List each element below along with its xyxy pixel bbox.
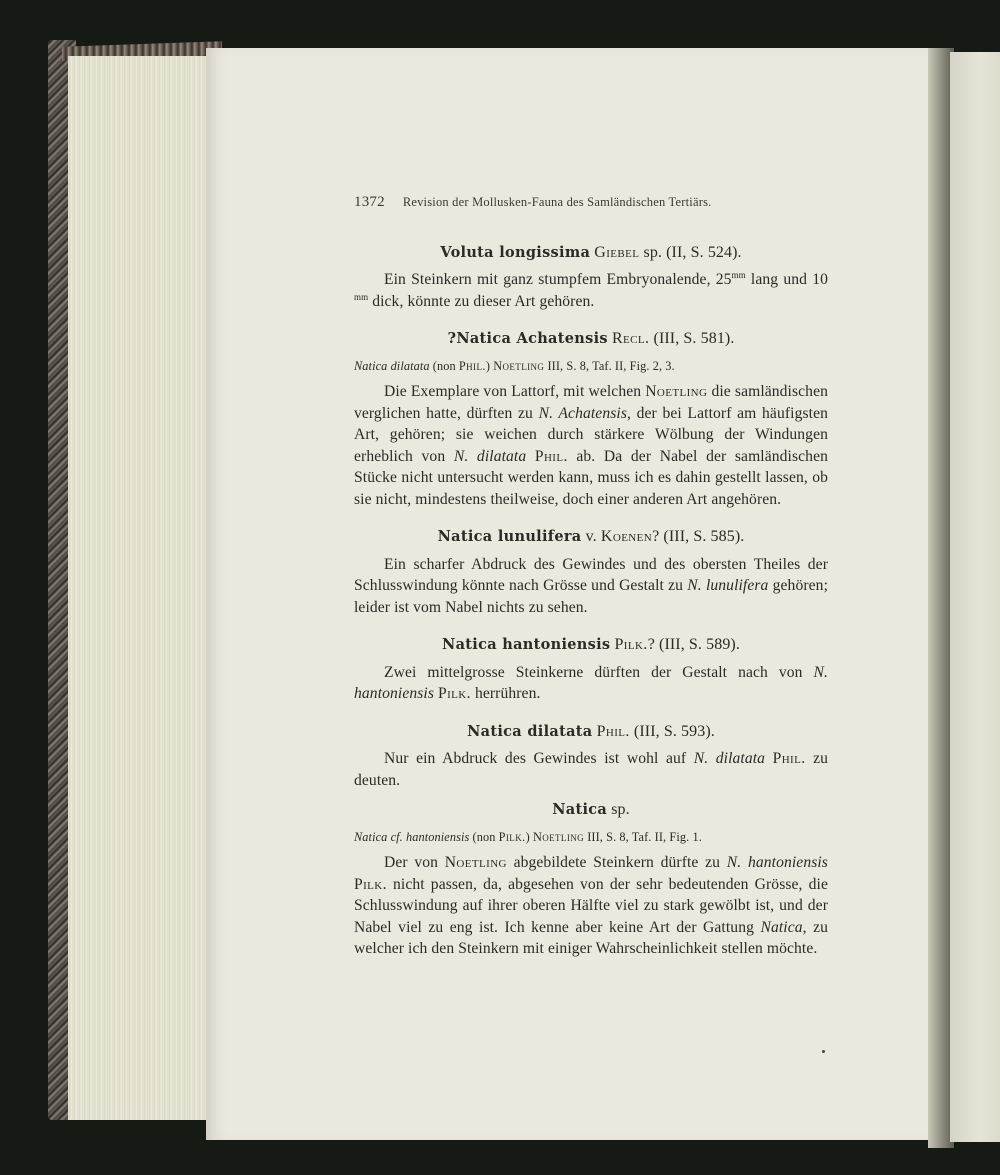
synonym-line [354, 827, 828, 849]
taxon-name: Natica lunulifera [437, 528, 582, 545]
species-italic: N. hantoniensis [726, 854, 828, 871]
synonym-text: ) [485, 358, 494, 373]
running-head [354, 192, 828, 214]
author-name: Noetling [444, 854, 507, 871]
section-heading [354, 634, 828, 656]
page-speck [822, 1050, 825, 1053]
taxon-name [448, 330, 608, 347]
author-name: Phil. [534, 447, 568, 465]
taxon-name: Natica hantoniensis [442, 636, 611, 653]
section-heading [354, 328, 828, 350]
body-text [526, 448, 535, 465]
body-text: Der von [384, 854, 445, 871]
body-text: Ein scharfer Abdruck des Gewindes und des obersten Theiles der Schlusswindung könnte nach Grösse und Gestalt zu [354, 555, 828, 594]
body-text: Ein Steinkern mit ganz stumpfem Embryonalende, 25 [384, 271, 732, 288]
section-body [354, 381, 828, 510]
synonym-text: ) [525, 829, 533, 844]
synonym-text: (non [469, 829, 499, 844]
section-heading [354, 721, 828, 743]
body-text: gehören; leider ist vom Nabel nichts zu sehen. [354, 577, 828, 616]
taxon-reference: sp. [607, 801, 630, 818]
taxon-author: Phil. [596, 722, 630, 740]
body-text: , zu welcher ich den Steinkern mit einiger Wahrscheinlichkeit stellen möchte. [354, 918, 828, 957]
body-text [765, 750, 773, 767]
section-body [354, 269, 828, 312]
section-body [354, 554, 828, 619]
citation-author: Noetling [532, 829, 585, 844]
taxon-author: Koenen [600, 528, 653, 545]
synonym-author: Pilk. [498, 829, 526, 844]
genus-italic: Natica [760, 918, 803, 936]
body-text: zu deuten. [354, 750, 828, 789]
query-mark: ? [447, 330, 457, 347]
taxon-author: Giebel [594, 243, 640, 261]
taxon-reference: ? (III, S. 589). [647, 636, 740, 653]
species-italic: N. dilatata [693, 750, 766, 767]
taxon-reference: sp. (II, S. 524). [639, 243, 742, 261]
citation-author: Noetling [493, 358, 545, 373]
section-body [354, 852, 828, 960]
taxon-author-prefix: v. [581, 528, 601, 545]
citation-text: III, S. 8, Taf. II, Fig. 1. [584, 829, 702, 844]
synonym-line [354, 356, 828, 378]
running-title: Revision der Mollusken-Fauna des Samländischen Tertiärs. [402, 195, 712, 209]
unit-superscript: mm [354, 291, 369, 302]
synonym-author: Phil. [458, 358, 486, 373]
author-name: Pilk. [354, 875, 387, 893]
section-heading [354, 799, 828, 821]
body-text: Nur ein Abdruck des Gewindes ist wohl auf [384, 750, 694, 767]
author-name: Phil. [772, 750, 806, 767]
body-text: abgebildete Steinkern dürfte zu [506, 854, 727, 871]
synonym-text: (non [429, 358, 459, 373]
taxon-name: Natica dilatata [467, 722, 593, 740]
page-text [354, 192, 828, 976]
species-italic: N. dilatata [453, 447, 527, 465]
taxon-reference: ? (III, S. 585). [652, 528, 745, 545]
page-number: 1372 [354, 194, 385, 210]
taxon-author: Pilk. [614, 636, 648, 653]
synonym-name: Natica dilatata [354, 358, 430, 373]
body-text: ab. Da der Nabel der samländischen Stücke nicht untersucht werden kann, muss ich es dahin gestellt lassen, ob sie nicht, mindestens theilweise, doch einer anderen Art angehören. [354, 447, 828, 508]
body-text: Zwei mittelgrosse Steinkerne dürften der Gestalt nach von [384, 663, 814, 681]
citation-text: III, S. 8, Taf. II, Fig. 2, 3. [544, 358, 675, 373]
body-text: die samländischen verglichen hatte, dürften zu [354, 383, 828, 422]
taxon-name: Natica [552, 801, 608, 818]
section-heading [354, 526, 828, 548]
body-text: herrühren. [470, 685, 541, 702]
body-text: nicht passen, da, abgesehen von der sehr bedeutenden Grösse, die Schlusswindung auf ihrer oberen Hälfte viel zu stark gewölbt ist, und der Nabel viel zu eng ist. Ich kenne aber keine Art der Gattung [354, 875, 828, 936]
body-text: Die Exemplare von Lattorf, mit welchen [384, 383, 646, 400]
body-text: dick, könnte zu dieser Art gehören. [368, 292, 595, 310]
taxon-reference: (III, S. 581). [649, 330, 735, 347]
synonym-name: Natica cf. hantoniensis [354, 829, 470, 844]
species-italic: N. Achatensis [538, 404, 627, 422]
body-text: lang und 10 [745, 271, 828, 288]
taxon-author: Recl. [611, 330, 650, 347]
species-italic: N. hantoniensis [354, 663, 828, 702]
page-stack-edge [68, 56, 216, 1120]
facing-page-edge [950, 52, 1000, 1142]
body-text: , der bei Lattorf am häufigsten Art, gehören; sie weichen durch stärkere Wölbung der Windungen erheblich von [354, 404, 828, 465]
author-name: Noetling [645, 383, 708, 400]
section-heading [354, 242, 828, 264]
taxon-reference: (III, S. 593). [629, 722, 715, 740]
section-body [354, 662, 828, 705]
taxon-name: Voluta longissima [440, 243, 591, 261]
unit-superscript: mm [731, 269, 746, 280]
section-body [354, 748, 828, 791]
author-name: Pilk. [438, 685, 471, 702]
taxon-name-text: Natica Achatensis [456, 330, 608, 347]
species-italic: N. lunulifera [687, 577, 769, 594]
